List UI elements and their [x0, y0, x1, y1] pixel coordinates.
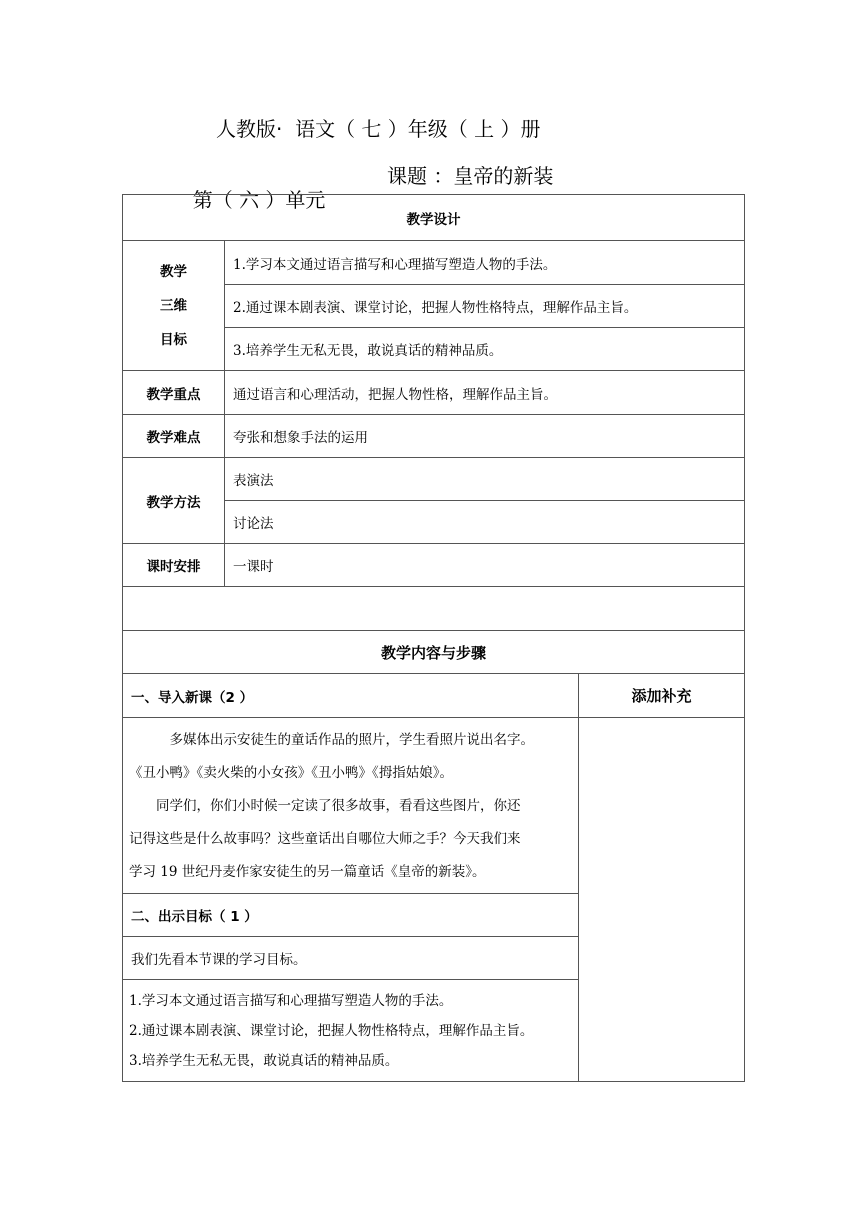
schedule-label: 课时安排	[123, 544, 225, 587]
supplement-area	[579, 718, 745, 1082]
supplement-label: 添加补充	[579, 674, 745, 718]
goal-item: 1.学习本文通过语言描写和心理描写塑造人物的手法。	[129, 992, 453, 1009]
method-item: 表演法	[225, 458, 745, 501]
section2-goals	[123, 980, 579, 1082]
paragraph: 记得这些是什么故事吗？这些童话出自哪位大师之手？今天我们来	[129, 831, 521, 847]
table-title: 教学设计	[123, 195, 745, 241]
goal-item: 2.通过课本剧表演、课堂讨论，把握人物性格特点，理解作品主旨。	[129, 1022, 534, 1039]
blank-row	[123, 587, 745, 631]
key-points-label: 教学重点	[123, 371, 225, 415]
section2-title: 二、出示目标（ 1 ）	[123, 894, 579, 937]
goal-item: 3.培养学生无私无畏，敢说真话的精神品质。	[225, 328, 745, 371]
goal-item: 3.培养学生无私无畏，敢说真话的精神品质。	[129, 1052, 399, 1069]
paragraph: 学习 19 世纪丹麦作家安徒生的另一篇童话《皇帝的新装》。	[129, 864, 486, 880]
method-label: 教学方法	[123, 458, 225, 544]
difficulty-value: 夸张和想象手法的运用	[225, 415, 745, 458]
paragraph: 同学们，你们小时候一定读了很多故事，看看这些图片，你还	[156, 798, 521, 814]
section1-body	[123, 718, 579, 894]
schedule-value: 一课时	[225, 544, 745, 587]
key-points-value: 通过语言和心理活动，把握人物性格，理解作品主旨。	[225, 371, 745, 415]
goals-label: 教学 三维 目标	[123, 241, 225, 371]
content-title: 教学内容与步骤	[123, 631, 745, 674]
paragraph: 《丑小鸭》《卖火柴的小女孩》《丑小鸭》《拇指姑娘》。	[129, 765, 453, 781]
unit-label: 第（ 六 ）单元	[192, 188, 326, 212]
section2-intro: 我们先看本节课的学习目标。	[123, 937, 579, 980]
paragraph: 多媒体出示安徒生的童话作品的照片，学生看照片说出名字。	[169, 732, 534, 748]
method-item: 讨论法	[225, 501, 745, 544]
goal-item: 1.学习本文通过语言描写和心理描写塑造人物的手法。	[225, 241, 745, 285]
document-subtitle: 人教版· 语文（ 七 ）年级（ 上 ）册	[216, 117, 541, 141]
goal-item: 2.通过课本剧表演、课堂讨论，把握人物性格特点，理解作品主旨。	[225, 285, 745, 328]
difficulty-label: 教学难点	[123, 415, 225, 458]
lesson-topic: 课题 ：皇帝的新装	[387, 164, 554, 188]
lesson-plan-table	[122, 194, 745, 1082]
section1-title: 一、导入新课（2 ）	[123, 674, 579, 718]
